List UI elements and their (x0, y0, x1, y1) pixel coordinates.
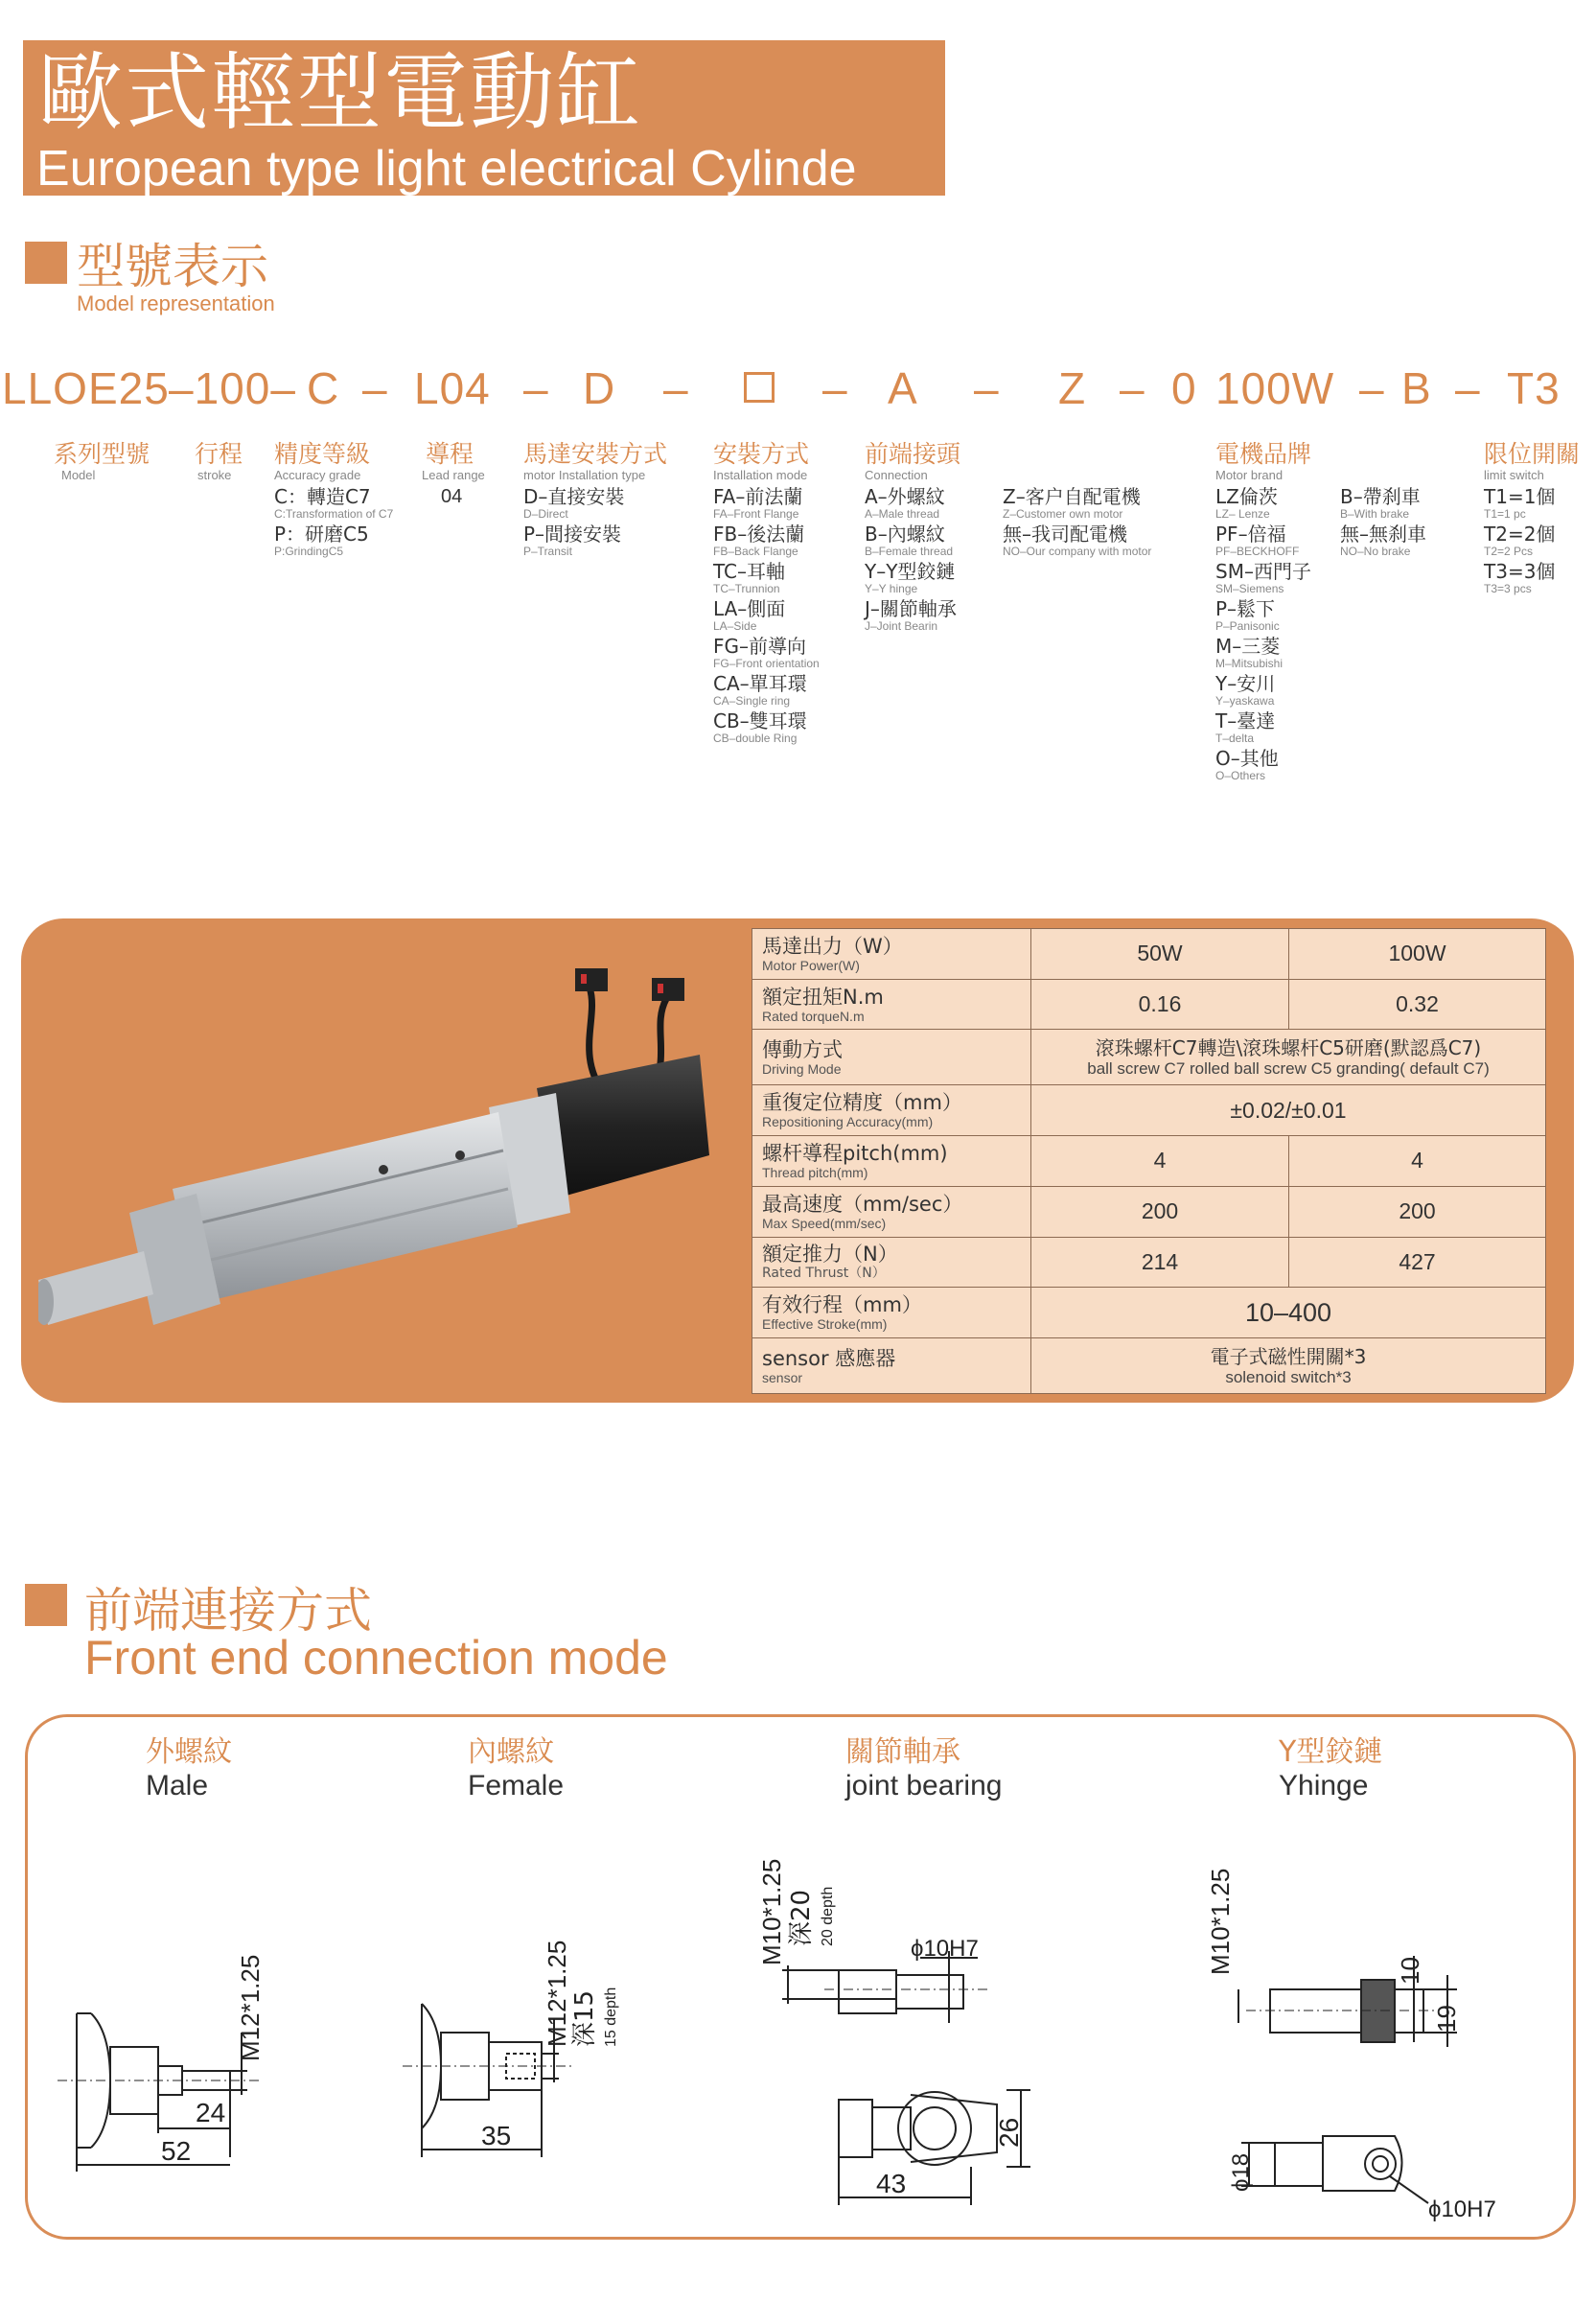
option-main: Y–Y型鉸鏈 (865, 560, 956, 583)
option-sub: Z–Customer own motor (1003, 507, 1123, 521)
row-label (752, 1237, 1031, 1288)
option-sub: Y–Y hinge (865, 582, 918, 595)
cell-value-merged (1031, 1338, 1546, 1394)
mode-title-en: Female (468, 1770, 565, 1801)
code-motor-supply: Z (1058, 363, 1087, 413)
female-thread-drawing (403, 1941, 619, 2157)
label-en: sensor (762, 1369, 803, 1385)
model-section-title-zh: 型號表示 (77, 239, 268, 294)
joint-dim-43: 43 (876, 2169, 907, 2198)
actuator-product-image (38, 949, 729, 1371)
section-marker (25, 242, 67, 284)
option-main: T2=2個 (1484, 523, 1556, 546)
option-sub: SM–Siemens (1215, 582, 1284, 595)
row-label (752, 1338, 1031, 1394)
legend-col-lead (422, 441, 485, 507)
code-separator: – (1120, 363, 1145, 413)
code-brand: 0 (1171, 363, 1197, 413)
option-sub: P–Panisonic (1215, 619, 1280, 633)
joint-depth-zh: 深20 (787, 1889, 816, 1946)
joint-depth-en: 20 depth (820, 1886, 836, 1946)
code-separator: – (523, 363, 549, 413)
option-sub: B–With brake (1340, 507, 1410, 521)
y-dim-19: 19 (1432, 2005, 1461, 2033)
front-section-title-zh: 前端連接方式 (84, 1583, 372, 1639)
option-main: O–其他 (1215, 747, 1279, 770)
label-zh: 額定推力（N） (762, 1243, 898, 1267)
col-head-zh: 限位開關 (1484, 440, 1581, 468)
mode-female-title (468, 1728, 564, 1802)
legend-col-model (54, 441, 150, 483)
option-sub: NO–Our company with motor (1003, 545, 1152, 558)
female-depth-zh: 深15 (570, 1989, 599, 2047)
option-sub: T1=1 pc (1484, 507, 1526, 521)
cell-value: 0.32 (1289, 979, 1546, 1030)
col-head-en: stroke (197, 468, 232, 482)
code-accuracy: C (307, 363, 340, 413)
table-row (752, 1288, 1546, 1338)
legend-col-motor-supply (1003, 483, 1151, 558)
cell-value: 427 (1289, 1237, 1546, 1288)
mode-title-zh: 關節軸承 (845, 1735, 960, 1769)
label-zh: 最高速度（mm/sec） (762, 1192, 963, 1216)
option-sub: FA–Front Flange (713, 507, 799, 521)
option-main: A–外螺紋 (865, 485, 945, 508)
option-sub: D–Direct (523, 507, 568, 521)
table-row (752, 1237, 1546, 1288)
option-main: Y–安川 (1215, 672, 1276, 695)
row-label (752, 1186, 1031, 1237)
code-separator: – (1455, 363, 1481, 413)
option-main: P–間接安裝 (523, 523, 622, 546)
cell-value-merged (1031, 1030, 1546, 1085)
col-head-en: Model (61, 468, 96, 482)
joint-bore-label: ϕ10H7 (911, 1936, 979, 1962)
col-head-en: Lead range (422, 468, 485, 482)
table-row (752, 1085, 1546, 1136)
option-main: B–內螺紋 (865, 523, 945, 546)
title-banner (23, 40, 945, 196)
label-en: Max Speed(mm/sec) (762, 1215, 887, 1231)
option-sub: FG–Front orientation (713, 657, 820, 670)
cell-value: 214 (1031, 1237, 1289, 1288)
mode-title-zh: 外螺紋 (146, 1735, 232, 1769)
value-en: solenoid switch*3 (1225, 1367, 1352, 1386)
row-label (752, 979, 1031, 1030)
mode-male-title (146, 1728, 232, 1802)
mode-title-en: Yhinge (1279, 1770, 1369, 1801)
label-zh: 額定扭矩N.m (762, 985, 884, 1009)
cell-value: 200 (1031, 1186, 1289, 1237)
option-sub: B–Female thread (865, 545, 954, 558)
code-separator: – (362, 363, 388, 413)
male-thread-label: M12*1.25 (236, 1954, 265, 2061)
option-main: T–臺達 (1215, 709, 1276, 732)
connection-drawings (0, 1802, 1596, 2224)
option-sub: M–Mitsubishi (1215, 657, 1284, 670)
label-zh: 重復定位精度（mm） (762, 1091, 962, 1115)
page-title-zh: 歐式輕型電動缸 (38, 43, 643, 142)
y-dim-10: 10 (1396, 1957, 1424, 1985)
cell-value-merged: ±0.02/±0.01 (1031, 1085, 1546, 1136)
cell-value: 50W (1031, 929, 1289, 980)
option-main: LA–側面 (713, 597, 786, 620)
joint-dim-26: 26 (994, 2117, 1024, 2148)
option-main: FG–前導向 (713, 635, 807, 658)
col-head-zh: 馬達安裝方式 (523, 440, 668, 468)
y-thread-label: M10*1.25 (1206, 1868, 1235, 1975)
option-sub: TC–Trunnion (713, 582, 780, 595)
col-head-en: Accuracy grade (274, 468, 361, 482)
option-main: J–關節軸承 (865, 597, 957, 620)
table-row (752, 1030, 1546, 1085)
code-model: LLOE25 (2, 363, 170, 413)
col-head-zh: 行程 (195, 440, 243, 468)
option-sub: CB–double Ring (713, 732, 798, 745)
option-sub: T–delta (1215, 732, 1255, 745)
legend-col-limit-switch (1484, 441, 1580, 595)
cell-value: 4 (1289, 1136, 1546, 1187)
row-label (752, 929, 1031, 980)
code-connection: A (888, 363, 918, 413)
option-main: M–三菱 (1215, 635, 1281, 658)
legend-col-install-mode (713, 441, 820, 745)
label-zh: sensor 感應器 (762, 1346, 896, 1370)
option-sub: T3=3 pcs (1484, 582, 1532, 595)
legend-col-stroke (195, 441, 243, 483)
row-label (752, 1136, 1031, 1187)
male-thread-drawing (58, 1955, 265, 2172)
legend-col-motor-install (523, 441, 667, 558)
y-dim-18: ϕ18 (1228, 2152, 1254, 2192)
cell-value-merged: 10–400 (1031, 1288, 1546, 1338)
label-en: Driving Mode (762, 1060, 842, 1077)
legend-col-accuracy (274, 441, 393, 558)
label-en: Motor Power(W) (762, 957, 860, 973)
cell-value: 200 (1289, 1186, 1546, 1237)
option-sub: CA–Single ring (713, 694, 791, 708)
option-main: T1=1個 (1484, 485, 1556, 508)
code-motor-install: D (583, 363, 616, 413)
mode-title-zh: 內螺紋 (468, 1735, 554, 1769)
row-label (752, 1085, 1031, 1136)
code-separator: – (974, 363, 1000, 413)
option-main: B–帶刹車 (1340, 485, 1421, 508)
code-separator: – (1359, 363, 1385, 413)
col-head-en: Connection (865, 468, 928, 482)
male-dim-24: 24 (196, 2098, 226, 2127)
col-head-zh: 電機品牌 (1215, 440, 1312, 468)
table-row (752, 979, 1546, 1030)
row-label (752, 1288, 1031, 1338)
option-sub: PF–BECKHOFF (1215, 545, 1300, 558)
model-section-title-en: Model representation (77, 291, 275, 315)
code-separator: – (663, 363, 689, 413)
col-head-zh: 導程 (426, 440, 474, 468)
label-en: Effective Stroke(mm) (762, 1316, 888, 1333)
joint-thread-label: M10*1.25 (757, 1858, 786, 1965)
col-head-en: Motor brand (1215, 468, 1284, 482)
option-sub: LA–Side (713, 619, 757, 633)
option-main: FB–後法蘭 (713, 523, 805, 546)
label-en: Rated Thrust（N） (762, 1266, 886, 1282)
code-power: 100W (1215, 363, 1335, 413)
table-row (752, 1186, 1546, 1237)
value-en: ball screw C7 rolled ball screw C5 granding( default C7) (1087, 1058, 1490, 1078)
female-depth-en: 15 depth (603, 1987, 619, 2047)
col-head-en: motor Installation type (523, 468, 646, 482)
mode-title-en: Male (146, 1770, 209, 1801)
option-main: TC–耳軸 (713, 560, 786, 583)
option-main: 無–我司配電機 (1003, 523, 1127, 546)
legend-col-brand (1215, 441, 1311, 782)
label-zh: 螺杆導程pitch(mm) (762, 1141, 948, 1165)
col-head-zh: 安裝方式 (713, 440, 810, 468)
code-brake: B (1401, 363, 1432, 413)
option-main: PF–倍福 (1215, 523, 1286, 546)
option-main: P：研磨C5 (274, 523, 369, 546)
option-sub: J–Joint Bearin (865, 619, 938, 633)
table-row (752, 1136, 1546, 1187)
option-main: 無–無刹車 (1340, 523, 1426, 546)
front-section-title-en: Front end connection mode (84, 1631, 668, 1685)
code-lead: L04 (414, 363, 491, 413)
label-zh: 馬達出力（W） (762, 934, 903, 958)
joint-bearing-drawing (757, 1859, 1030, 2205)
label-en: Thread pitch(mm) (762, 1164, 868, 1180)
mode-title-zh: Y型鉸鏈 (1279, 1735, 1383, 1769)
option-main: LZ倫茨 (1215, 485, 1278, 508)
table-row (752, 929, 1546, 980)
option-main: CA–單耳環 (713, 672, 807, 695)
option-main: Z–客户自配電機 (1003, 485, 1141, 508)
female-dim-35: 35 (481, 2121, 512, 2150)
option-main: T3=3個 (1484, 560, 1556, 583)
col-head-zh: 前端接頭 (865, 440, 961, 468)
page-title-en: European type light electrical Cylinde (36, 141, 857, 197)
label-zh: 有效行程（mm） (762, 1293, 922, 1317)
option-sub: Y–yaskawa (1215, 694, 1275, 708)
value-zh: 電子式磁性開關*3 (1210, 1344, 1367, 1368)
spec-table (752, 928, 1545, 1394)
cell-value: 0.16 (1031, 979, 1289, 1030)
option-sub: FB–Back Flange (713, 545, 798, 558)
option-sub: NO–No brake (1340, 545, 1411, 558)
option-main: CB–雙耳環 (713, 709, 807, 732)
cell-value: 4 (1031, 1136, 1289, 1187)
option-sub: LZ– Lenze (1215, 507, 1270, 521)
option-main: P–鬆下 (1215, 597, 1276, 620)
male-dim-52: 52 (161, 2136, 192, 2166)
col-head-zh: 系列型號 (54, 440, 150, 468)
cell-value: 100W (1289, 929, 1546, 980)
section-marker (25, 1584, 67, 1626)
option-sub: A–Male thread (865, 507, 940, 521)
label-en: Rated torqueN.m (762, 1008, 865, 1024)
label-zh: 傳動方式 (762, 1037, 843, 1061)
legend-col-connection (865, 441, 960, 633)
col-head-en: Installation mode (713, 468, 808, 482)
label-en: Repositioning Accuracy(mm) (762, 1114, 934, 1130)
code-limit-switch: T3 (1507, 363, 1561, 413)
option-main: 04 (441, 486, 463, 507)
mode-joint-title (845, 1728, 1002, 1802)
female-thread-label: M12*1.25 (543, 1940, 571, 2047)
option-main: FA–前法蘭 (713, 485, 803, 508)
option-main: C：轉造C7 (274, 485, 371, 508)
code-stroke: –100– (169, 363, 296, 413)
option-main: SM–西門子 (1215, 560, 1311, 583)
y-bore-label: ϕ10H7 (1428, 2196, 1496, 2222)
code-separator: – (822, 363, 848, 413)
col-head-zh: 精度等級 (274, 440, 371, 468)
mode-yhinge-title (1279, 1728, 1382, 1802)
mode-title-en: joint bearing (845, 1770, 1003, 1801)
legend-col-brake (1340, 483, 1426, 558)
option-main: D–直接安裝 (523, 485, 625, 508)
option-sub: C:Transformation of C7 (274, 507, 394, 521)
table-row (752, 1338, 1546, 1394)
row-label (752, 1030, 1031, 1085)
option-sub: P:GrindingC5 (274, 545, 344, 558)
col-head-en: limit switch (1484, 468, 1544, 482)
option-sub: T2=2 Pcs (1484, 545, 1534, 558)
option-sub: P–Transit (523, 545, 572, 558)
value-zh: 滾珠螺杆C7轉造\滾珠螺杆C5研磨(默認爲C7) (1095, 1035, 1482, 1059)
option-sub: O–Others (1215, 769, 1266, 782)
code-install-placeholder-box (744, 372, 775, 403)
y-hinge-drawing (1206, 1869, 1496, 2222)
